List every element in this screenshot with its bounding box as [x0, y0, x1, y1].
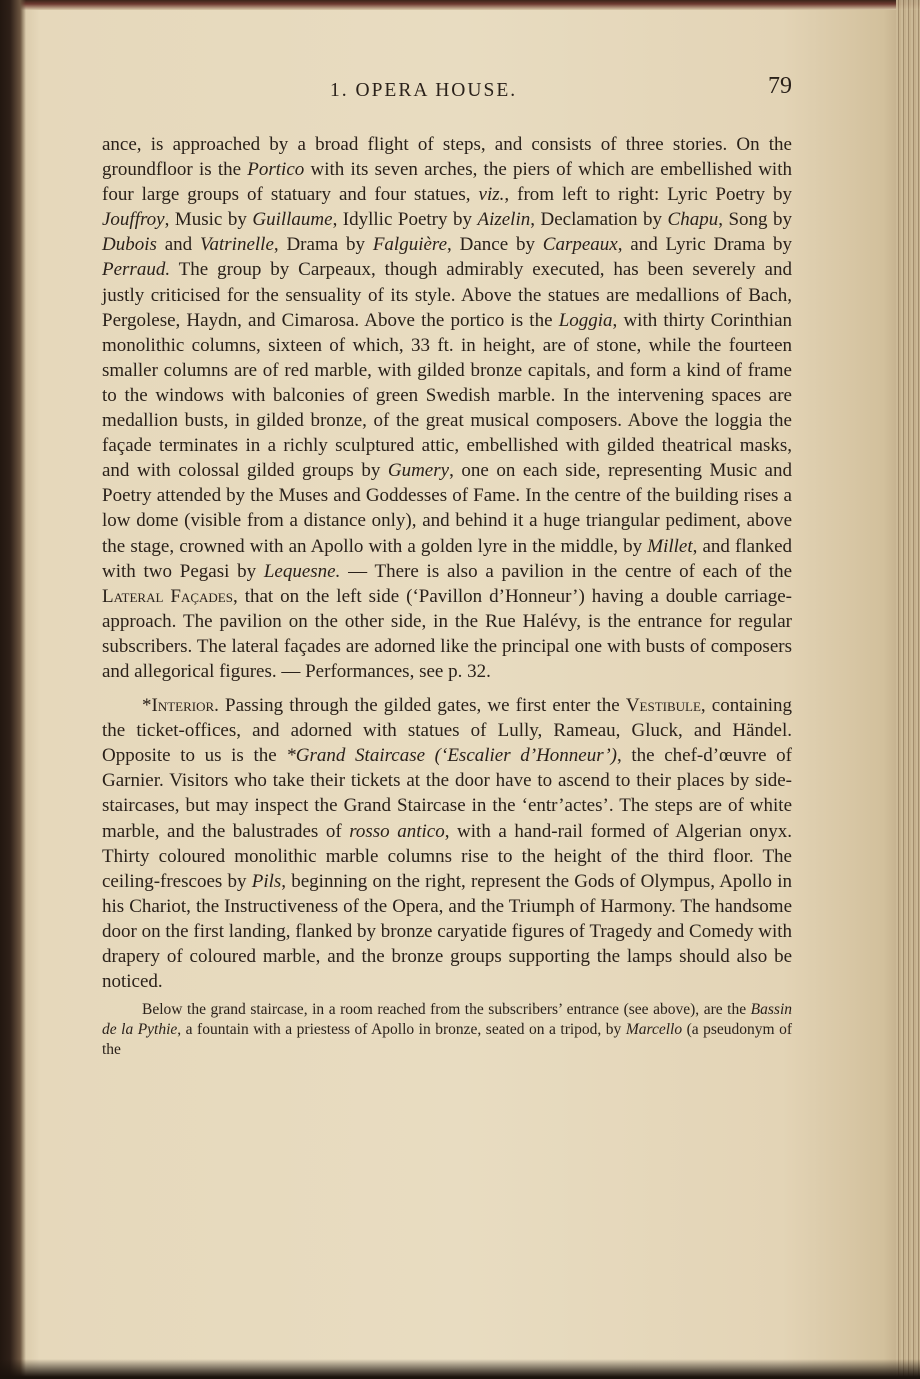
smallcaps-lateral-facades: Lateral Façades: [102, 585, 233, 607]
emphasis-viz: viz.: [478, 184, 505, 206]
artist-name: Guillaume: [252, 209, 333, 231]
running-header: [102, 74, 792, 106]
artist-name: Lequesne.: [263, 560, 341, 582]
text-run: , with thirty Corinthian monolithic columns, sixteen of which, 33 ft. in height, are of stone, while the fourteen smaller columns are of red marble, with gilded bronze capitals, and form a kind of frame to the windows with balconies of green Swedish marble. In the intervening spaces are medallion busts, in gilded bronze, of the great musical composers. Above the loggia the façade terminates in a richly sculptured attic, embellished with gilded theatrical masks, and with colossal gilded groups by: [102, 309, 793, 482]
text-run: — There is also a pavilion in the centre of each of the: [340, 560, 793, 582]
artist-name: Perraud.: [102, 259, 171, 281]
text-run: , a fountain with a priestess of Apollo in bronze, seated on a tripod, by: [177, 1021, 626, 1039]
text-run: , beginning on the right, represent the Gods of Olympus, Apollo in his Chariot, the Instructiveness of the Opera, and the Triumph of Harmony. The handsome door on the first landing, flanked by bronze caryatide figures of Tragedy and Comedy with drapery of coloured marble, and the bronze groups supporting the lamps should also be noticed.: [102, 870, 792, 993]
text-run: , the chef-d’œuvre of Garnier. Visitors who take their tickets at the door have to ascend to their places by side-staircases, but may inspect the Grand Staircase in the ‘entr’actes’. The steps are of white marble, and the balustrades of: [102, 745, 792, 842]
artist-name: Jouffroy: [102, 209, 165, 231]
text-run: with its seven arches, the piers of which are embellished with four large groups of statuary and four statues,: [102, 159, 792, 206]
text-run: , one on each side, representing Music and Poetry attended by the Muses and Goddesses of Fame. In the centre of the building rises a low dome (visible from a distance only), and behind it a huge triangular pediment, above the stage, crowned with an Apollo with a golden lyre in the middle, by: [102, 460, 792, 557]
artist-name: Pils: [251, 870, 282, 892]
paragraph-facade: [102, 132, 792, 684]
smallcaps-interior: Interior.: [151, 695, 219, 717]
artist-name: Falguière: [372, 234, 448, 256]
paragraph-bassin-small: [102, 1000, 792, 1060]
text-run: , containing the ticket-offices, and adorned with statues of Lully, Rameau, Gluck, and Händel. Opposite to us is the: [102, 695, 793, 767]
star-marker: *: [142, 695, 152, 717]
paragraph-interior: [102, 693, 792, 994]
text-run: Passing through the gilded gates, we first enter the: [218, 695, 626, 717]
running-head-title: 1. OPERA HOUSE.: [330, 80, 518, 101]
text-run: The group by Carpeaux, though admirably executed, has been severely and justly criticised for the sensuality of its style. Above the statues are medallions of Bach, Pergolese, Haydn, and Cimarosa. Above the portico is the: [102, 259, 792, 331]
artist-name: Carpeaux: [542, 234, 618, 256]
bottom-shadow: [0, 1359, 920, 1379]
artist-name: Dubois: [102, 234, 157, 256]
text-run: , and flanked with two Pegasi by: [102, 535, 792, 582]
text-run: , that on the left side (‘Pavillon d’Honneur’) having a double carriage-approach. The pavilion on the other side, in the Rue Halévy, is the entrance for regular subscribers. The lateral façades are adorned like the principal one with busts of composers and allegorical figures. — Performances, see p. 32.: [102, 585, 792, 682]
smallcaps-vestibule: Vestibule: [625, 695, 701, 717]
page-fore-edge: [896, 0, 920, 1379]
artist-name: Vatrinelle: [200, 234, 274, 256]
book-spine-shadow: [0, 0, 26, 1379]
text-run: Below the grand staircase, in a room reached from the subscribers’ entrance (see above), are the: [142, 1001, 751, 1019]
text-run: , with a hand-rail formed of Algerian onyx. Thirty coloured monolithic marble columns rise to the height of the third floor. The ceiling-frescoes by: [102, 820, 792, 892]
artist-name: Aizelin: [477, 209, 531, 231]
emphasis-grand-staircase: *Grand Staircase (‘Escalier d’Honneur’): [286, 745, 617, 767]
text-run: ance, is approached by a broad flight of steps, and consists of three stories. On the groundfloor is the: [102, 134, 792, 181]
artist-name: Chapu: [667, 209, 719, 231]
text-run: , from left to right: Lyric Poetry by: [504, 184, 792, 206]
emphasis-portico: Portico: [247, 159, 305, 181]
text-run: (a pseudonym of the: [102, 1021, 793, 1059]
emphasis-bassin: Bassin de la Pythie: [102, 1001, 792, 1039]
text-run: , Music by: [164, 209, 253, 231]
artist-name: Marcello: [625, 1021, 683, 1039]
artist-name: Gumery: [387, 460, 450, 482]
text-run: , Song by: [718, 209, 793, 231]
text-run: , Dance by: [447, 234, 543, 256]
text-run: , Declamation by: [530, 209, 668, 231]
text-run: , and Lyric Drama by: [617, 234, 792, 256]
page-number: 79: [768, 73, 792, 99]
page-text-block: [102, 74, 792, 1076]
text-run: , Idyllic Poetry by: [332, 209, 478, 231]
text-run: , Drama by: [273, 234, 373, 256]
emphasis-loggia: Loggia: [558, 309, 613, 331]
page-top-edge: [0, 0, 920, 10]
text-run: and: [156, 234, 200, 256]
emphasis-rosso-antico: rosso antico: [349, 820, 445, 842]
artist-name: Millet: [647, 535, 693, 557]
